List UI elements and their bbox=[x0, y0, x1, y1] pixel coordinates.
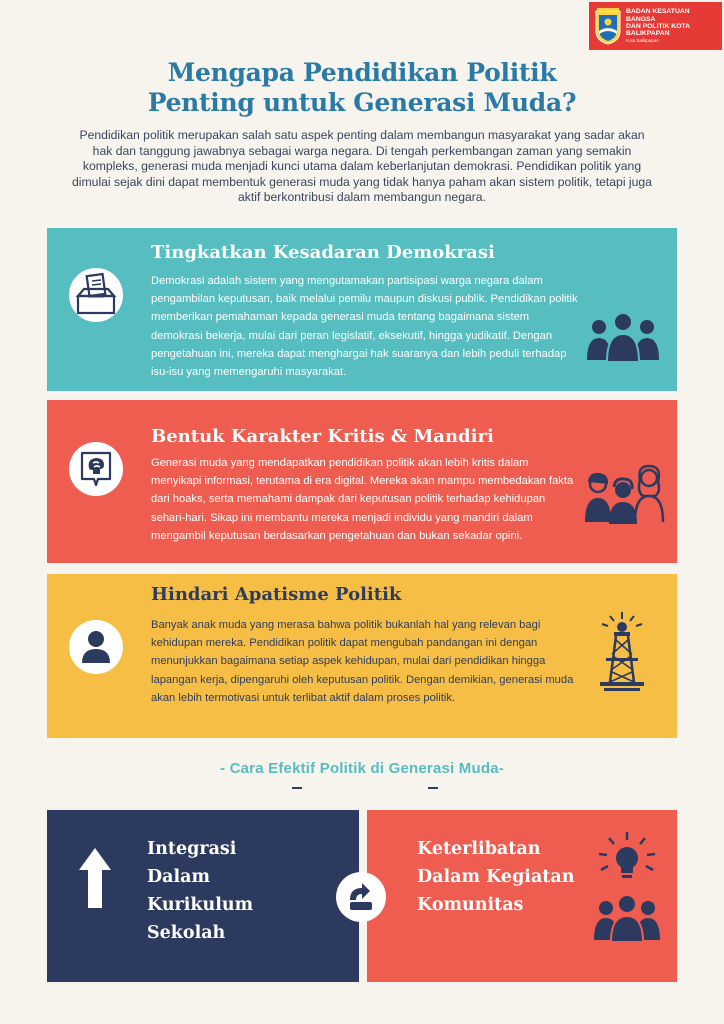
card-kesadaran-demokrasi bbox=[47, 228, 677, 391]
panel-title-line: Komunitas bbox=[417, 895, 524, 915]
divider-dash bbox=[292, 787, 302, 789]
org-name-line1: BADAN KESATUAN BANGSA bbox=[626, 8, 690, 23]
card-body: Banyak anak muda yang merasa bahwa politik bukanlah hal yang relevan bagi kehidupan mereka. Pendidikan politik dapat mengubah pandangan ini dengan menunjukkan bagaimana setiap aspek kehidupan, mulai dari pendidikan hingga lapangan kerja, dipengaruhi oleh keputusan politik. Dengan demikian, generasi muda akan lebih termotivasi untuk terlibat aktif dalam proses politik. bbox=[151, 619, 574, 704]
panel-keterlibatan-komunitas bbox=[367, 810, 677, 982]
group-people-icon bbox=[585, 310, 661, 362]
idea-community-icon bbox=[591, 830, 663, 958]
organization-logo bbox=[589, 2, 722, 50]
card-heading: Tingkatkan Kesadaran Demokrasi bbox=[151, 242, 495, 263]
card-heading: Bentuk Karakter Kritis & Mandiri bbox=[151, 426, 494, 447]
card-heading: Hindari Apatisme Politik bbox=[151, 584, 402, 605]
panel-title-line: Keterlibatan bbox=[417, 839, 541, 859]
intro-paragraph: Pendidikan politik merupakan salah satu aspek penting dalam membangun masyarakat yang sadar akan hak dan tanggung jawabnya sebagai warga negara. Di tengah perkembangan zaman yang semakin kompleks, generasi muda menjadi kunci utama dalam keberlanjutan demokrasi. Pendidikan politik yang dimulai sejak dini dapat membentuk generasi muda yang tidak hanya paham akan sistem politik, tetapi juga aktif berkontribusi dalam membangun negara. bbox=[72, 128, 652, 205]
broadcast-tower-icon bbox=[592, 610, 652, 694]
card-apatisme-politik bbox=[47, 574, 677, 738]
panel-title-line: Integrasi bbox=[147, 839, 237, 859]
page-title bbox=[0, 58, 724, 118]
thinking-head-icon bbox=[69, 442, 123, 496]
card-karakter-kritis bbox=[47, 400, 677, 563]
page-title-line2: Penting untuk Generasi Muda? bbox=[147, 88, 577, 117]
panel-title-line: Kurikulum bbox=[147, 895, 254, 915]
card-body: Demokrasi adalah sistem yang mengutamakan partisipasi warga negara dalam pengambilan keputusan, baik melalui pemilu maupun diskusi publik. Pendidikan politik memberikan pemahaman kepada generasi muda tentang bagaimana sistem demokrasi bekerja, mulai dari peran legislatif, eksekutif, hingga yudikatif. Dengan pengetahuan ini, mereka dapat menghargai hak suaranya dan lebih peduli terhadap isu-isu yang memengaruhi masyarakat. bbox=[151, 275, 578, 379]
panel-title-line: Dalam Kegiatan bbox=[417, 867, 575, 887]
card-body: Generasi muda yang mendapatkan pendidikan politik akan lebih kritis dalam menyikapi informasi, terutama di era digital. Mereka akan mampu membedakan fakta dari hoaks, serta memahami dampak dari keputusan politik terhadap kehidupan sehari-hari. Sikap ini membantu mereka menjadi individu yang mandiri dalam mengambil keputusan berdasarkan pengetahuan dan bukan sekadar opini. bbox=[151, 457, 574, 542]
divider-dash bbox=[428, 787, 438, 789]
page-title-line1: Mengapa Pendidikan Politik bbox=[167, 58, 557, 87]
arrow-up-icon bbox=[77, 846, 113, 910]
org-name-line3: BALIKPAPAN bbox=[626, 30, 670, 38]
panel-title-line: Sekolah bbox=[147, 923, 226, 943]
panel-title-line: Dalam bbox=[147, 867, 211, 887]
section-subheading: - Cara Efektif Politik di Generasi Muda- bbox=[220, 760, 504, 777]
panel-integrasi-kurikulum bbox=[47, 810, 359, 982]
arrow-swap-icon bbox=[336, 872, 386, 922]
panel-title bbox=[417, 835, 574, 919]
diverse-people-icon bbox=[585, 462, 665, 524]
org-subtitle: Kota Balikpapan bbox=[626, 37, 659, 43]
panel-title bbox=[147, 835, 253, 947]
city-emblem-icon bbox=[594, 7, 622, 45]
ballot-box-icon bbox=[69, 268, 123, 322]
org-name-line2: DAN POLITIK KOTA bbox=[626, 23, 691, 30]
person-icon bbox=[69, 620, 123, 674]
